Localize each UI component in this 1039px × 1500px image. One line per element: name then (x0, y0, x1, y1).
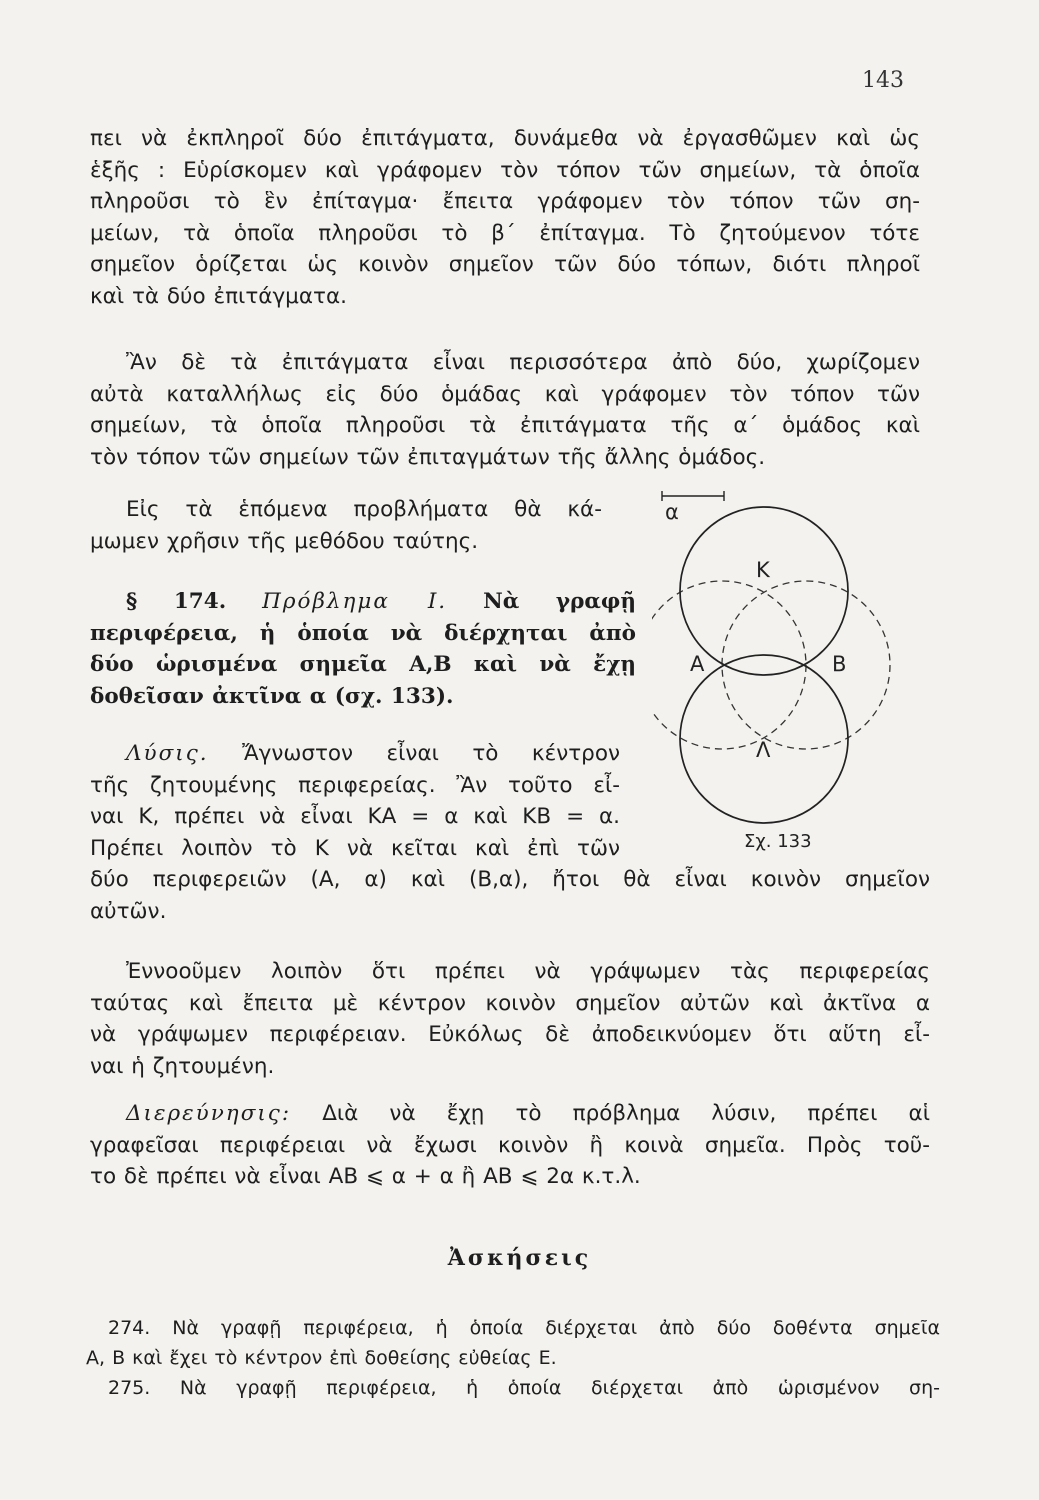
discussion-paragraph (90, 1098, 930, 1193)
solution-title: Λύσις. (126, 741, 209, 766)
text-line (90, 738, 620, 770)
text-line: μωμεν χρῆσιν τῆς μεθόδου ταύτης. (90, 528, 479, 554)
discussion-text: Διὰ νὰ ἔχῃ τὸ πρόβλημα λύσιν, πρέπει αἱ (322, 1101, 930, 1126)
figure-133-diagram (652, 485, 912, 865)
text-line: καὶ τὰ δύο ἐπιτάγματα. (90, 283, 347, 309)
problem-text: Νὰ γραφῇ (483, 589, 636, 614)
page-number: 143 (862, 68, 904, 93)
section-number: § 174. (126, 589, 227, 614)
text-line: Ἐννοοῦμεν λοιπὸν ὅτι πρέπει νὰ γράψωμεν τὰς περιφερείας (126, 959, 930, 984)
text-line: δύο περιφερειῶν (Α, α) καὶ (Β,α), ἤτοι θὰ εἶναι κοινὸν σημεῖον (90, 867, 930, 892)
text-line: πληροῦσι τὸ ἓν ἐπίταγμα· ἔπειτα γράφομεν τὸν τόπον τῶν ση- (90, 189, 920, 214)
text-line: Εἰς τὰ ἑπόμενα προβλήματα θὰ κά- (126, 497, 602, 522)
text-line: τὸν τόπον τῶν σημείων τῶν ἐπιταγμάτων τῆς ἄλλης ὁμάδος. (90, 444, 766, 470)
point-a-label: Α (690, 652, 705, 676)
text-line: αὐτὰ καταλλήλως εἰς δύο ὁμάδας καὶ γράφομεν τὸν τόπον τῶν (90, 381, 920, 407)
exercise-274: 274. Νὰ γραφῇ περιφέρεια, ἡ ὁποία διέρχεται ἀπὸ δύο δοθέντα σημεῖα (108, 1317, 940, 1339)
text-line: ναι Κ, πρέπει νὰ εἶναι ΚΑ = α καὶ ΚΒ = α. (90, 804, 620, 829)
text-line: γραφεῖσαι περιφέρειαι νὰ ἔχωσι κοινὸν ἢ κοινὰ σημεῖα. Πρὸς τοῦ- (90, 1132, 930, 1158)
exercises-heading: Ἀσκήσεις (447, 1245, 592, 1271)
text-line: τῆς ζητουμένης περιφερείας. Ἂν τοῦτο εἶ- (90, 772, 620, 798)
text-line (90, 586, 636, 618)
point-k-label: Κ (756, 558, 770, 582)
solution-text: Ἄγνωστον εἶναι τὸ κέντρον (242, 741, 620, 766)
exercise-274-continued: Α, Β καὶ ἔχει τὸ κέντρον ἐπὶ δοθείσης εὐθείας Ε. (86, 1347, 557, 1369)
paragraph-next-problems (90, 494, 602, 557)
solution-paragraph (90, 738, 620, 864)
text-line: αὐτῶν. (90, 898, 167, 924)
text-line (90, 1098, 930, 1130)
text-line: πει νὰ ἐκπληροῖ δύο ἐπιτάγματα, δυνάμεθα νὰ ἐργασθῶμεν καὶ ὡς (90, 126, 920, 151)
text-line: ταύτας καὶ ἔπειτα μὲ κέντρον κοινὸν σημεῖον αὐτῶν καὶ ἀκτῖνα α (90, 990, 930, 1016)
paragraph-method (90, 123, 920, 312)
text-line: το δὲ πρέπει νὰ εἶναι ΑΒ ⩽ α + α ἢ ΑΒ ⩽ 2α κ.τ.λ. (90, 1164, 641, 1189)
text-line: ἑξῆς : Εὑρίσκομεν καὶ γράφομεν τὸν τόπον τῶν σημείων, τὰ ὁποῖα (90, 157, 920, 183)
text-line: σημεῖον ὁρίζεται ὡς κοινὸν σημεῖον τῶν δύο τόπων, διότι πληροῖ (90, 252, 920, 277)
text-line: Ἂν δὲ τὰ ἐπιτάγματα εἶναι περισσότερα ἀπὸ δύο, χωρίζομεν (126, 350, 920, 375)
exercises-list (86, 1313, 940, 1403)
figure-caption: Σχ. 133 (744, 831, 812, 852)
paragraph-more-conditions (90, 347, 920, 473)
discussion-title: Διερεύνησις: (126, 1101, 292, 1126)
point-b-label: Β (832, 652, 847, 676)
text-line: Πρέπει λοιπὸν τὸ Κ νὰ κεῖται καὶ ἐπὶ τῶν (90, 835, 620, 861)
solution-continued (90, 864, 930, 927)
construction-paragraph (90, 956, 930, 1082)
problem-text: δύο ὡρισμένα σημεῖα Α,Β καὶ νὰ ἔχῃ (90, 652, 636, 677)
problem-title: Πρόβλημα Ι. (262, 589, 448, 614)
problem-text: δοθεῖσαν ἀκτῖνα α (σχ. 133). (90, 683, 454, 709)
problem-174-statement (90, 586, 636, 712)
text-line: ναι ἡ ζητουμένη. (90, 1053, 275, 1079)
exercise-275: 275. Νὰ γραφῇ περιφέρεια, ἡ ὁποία διέρχεται ἀπὸ ὡρισμένον ση- (108, 1377, 940, 1399)
point-l-label: Λ (756, 738, 771, 762)
text-line: νὰ γράψωμεν περιφέρειαν. Εὐκόλως δὲ ἀποδεικνύομεν ὅτι αὕτη εἶ- (90, 1022, 930, 1047)
figure-133 (652, 485, 912, 865)
text-line: σημείων, τὰ ὁποῖα πληροῦσι τὰ ἐπιτάγματα τῆς α΄ ὁμάδος καὶ (90, 413, 920, 438)
circle-center-a (652, 581, 806, 749)
circle-center-k (680, 507, 848, 675)
problem-text: περιφέρεια, ἡ ὁποία νὰ διέρχηται ἀπὸ (90, 620, 636, 646)
text-line: μείων, τὰ ὁποῖα πληροῦσι τὸ β΄ ἐπίταγμα. Τὸ ζητούμενον τότε (90, 220, 920, 246)
radius-label: α (665, 500, 679, 524)
